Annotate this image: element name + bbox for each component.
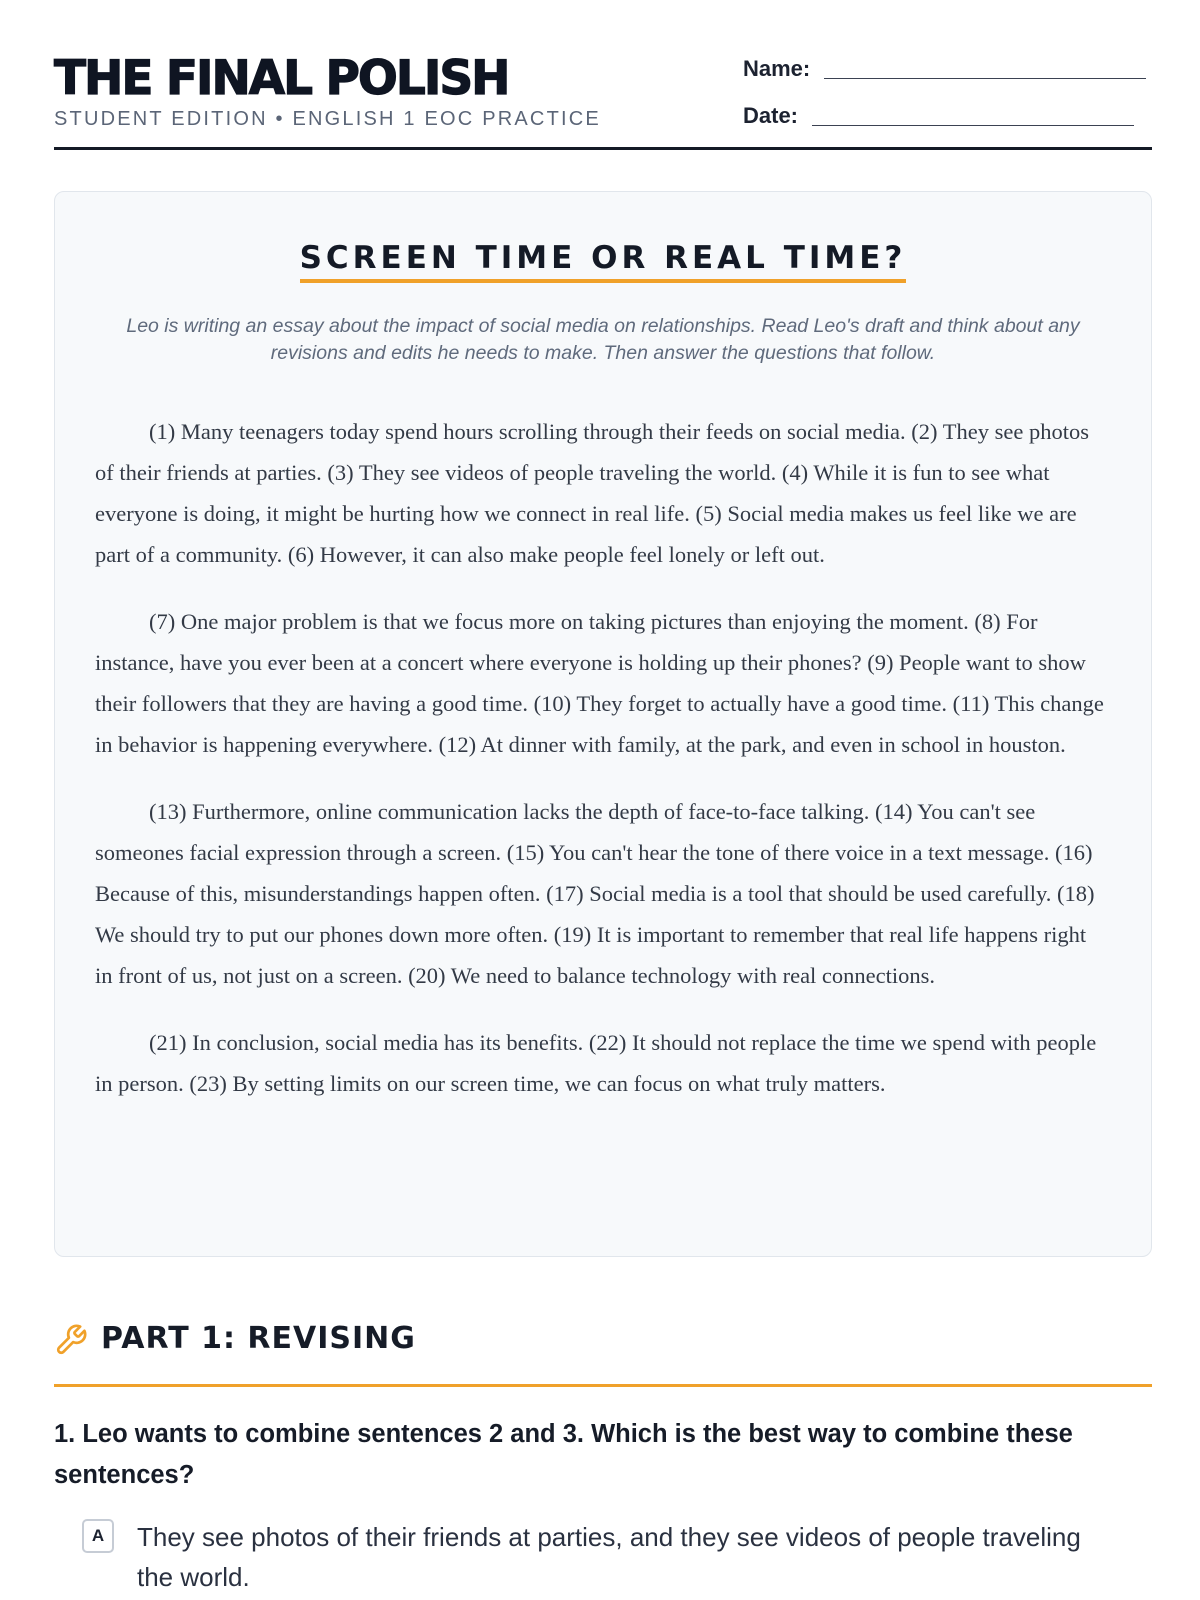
passage-paragraph-4: (21) In conclusion, social media has its benefits. (22) It should not replace the time we spend with people in person. (23) By setting limits on our screen time, we can focus on what truly matters.: [95, 1030, 1097, 1096]
wrench-icon: [54, 1323, 88, 1357]
passage-title-wrap: [55, 238, 1151, 283]
date-line[interactable]: [812, 125, 1134, 126]
question-1: 1. Leo wants to combine sentences 2 and 3. Which is the best way to combine these sentences?: [54, 1420, 1073, 1489]
name-field: [743, 56, 1146, 82]
name-label: Name:: [743, 56, 811, 81]
worksheet-subtitle: STUDENT EDITION • ENGLISH 1 EOC PRACTICE: [54, 108, 601, 130]
name-line[interactable]: [824, 78, 1146, 79]
passage-body: [95, 411, 1109, 1104]
passage-intro: Leo is writing an essay about the impact of social media on relationships. Read Leo's draft and think about any revisions and edits he needs to make. Then answer the questions that follow.: [126, 315, 1080, 364]
passage-card: [54, 191, 1152, 1257]
part1-title: PART 1: REVISING: [101, 1321, 416, 1356]
option-text: They see photos of their friends at parties, and they see videos of people traveling the world.: [137, 1522, 1081, 1592]
option-letter-badge[interactable]: A: [82, 1519, 114, 1553]
passage-paragraph-2: (7) One major problem is that we focus more on taking pictures than enjoying the moment. (8) For instance, have you ever been at a concert where everyone is holding up their phones? (9) People want to show their followers that they are having a good time. (10) They forget to actually have a good time. (11) This change in behavior is happening everywhere. (12) At dinner with family, at the park, and even in school in houston.: [95, 609, 1104, 757]
passage-paragraph-1: (1) Many teenagers today spend hours scrolling through their feeds on social media. (2) They see photos of their friends at parties. (3) They see videos of people traveling the world. (4) While it is fun to see what everyone is doing, it might be hurting how we connect in real life. (5) Social media makes us feel like we are part of a community. (6) However, it can also make people feel lonely or left out.: [95, 419, 1089, 567]
worksheet-header: [54, 0, 1152, 150]
date-field: [743, 103, 1134, 129]
passage-paragraph-3: (13) Furthermore, online communication lacks the depth of face-to-face talking. (14) You can't see someones facial expression through a screen. (15) You can't hear the tone of there voice in a text message. (16) Because of this, misunderstandings happen often. (17) Social media is a tool that should be used carefully. (18) We should try to put our phones down more often. (19) It is important to remember that real life happens right in front of us, not just on a screen. (20) We need to balance technology with real connections.: [95, 799, 1095, 988]
part1-heading: [54, 1315, 1152, 1387]
worksheet-title: THE FINAL POLISH: [54, 51, 509, 106]
date-label: Date:: [743, 103, 799, 128]
worksheet-page: [54, 0, 1152, 1592]
passage-title: SCREEN TIME OR REAL TIME?: [300, 238, 907, 283]
